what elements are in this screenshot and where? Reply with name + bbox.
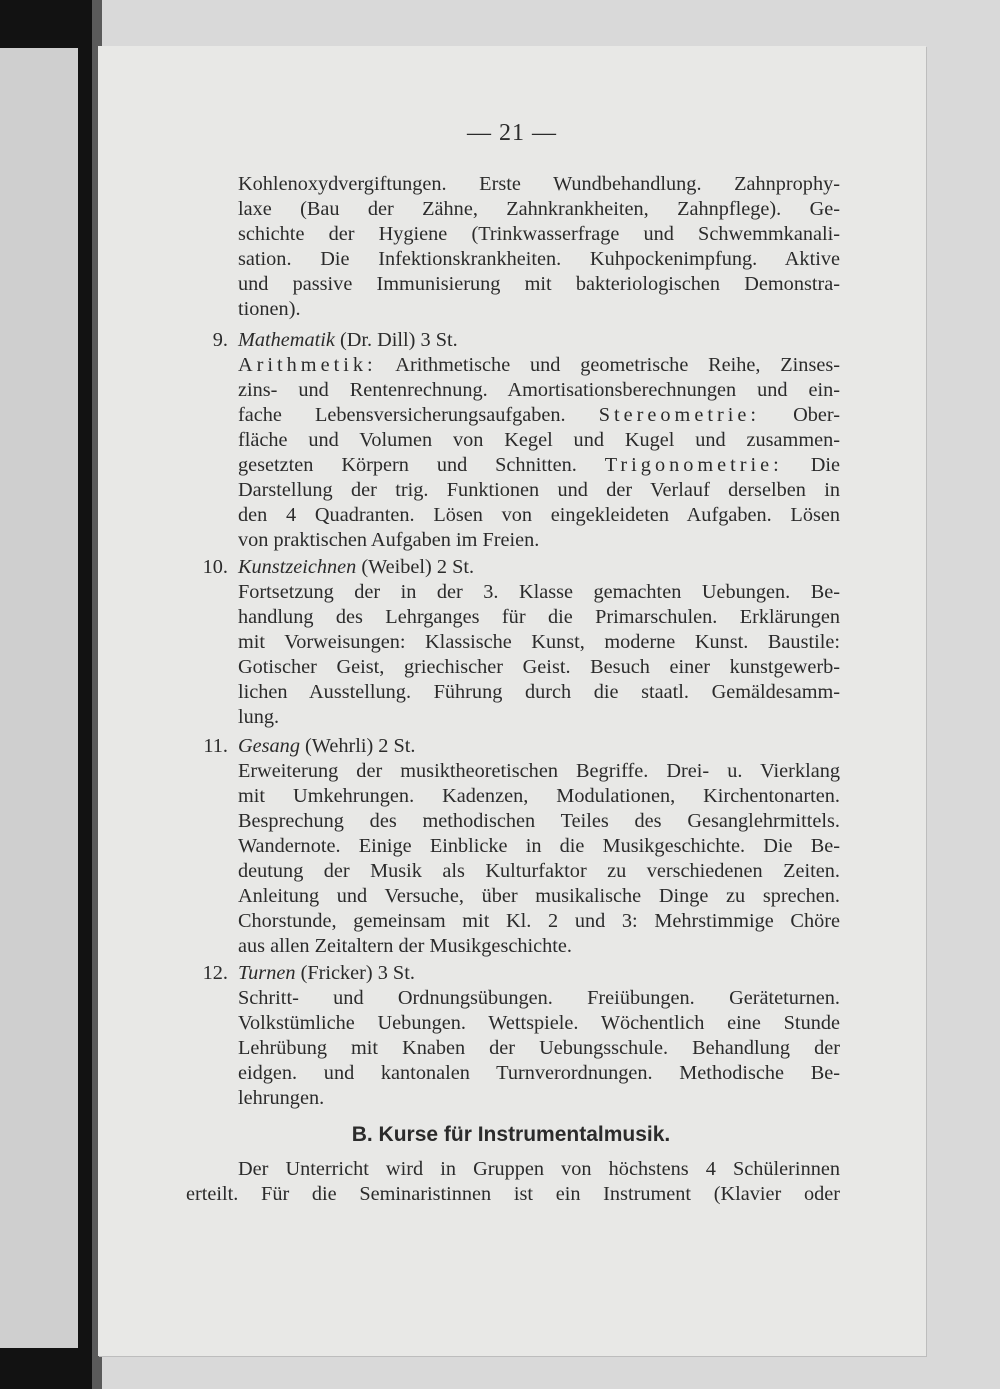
subject-details: (Dr. Dill) 3 St. bbox=[339, 329, 458, 351]
item-number: 10. bbox=[202, 556, 228, 578]
item-heading bbox=[238, 734, 840, 759]
text-line: gesetzten Körpern und Schnitten. Trigonometrie: Die bbox=[238, 454, 840, 476]
text-line: von praktischen Aufgaben im Freien. bbox=[238, 529, 540, 551]
left-page-edge bbox=[0, 48, 78, 1348]
text-line: aus allen Zeitaltern der Musikgeschichte. bbox=[238, 935, 572, 957]
text-line: den 4 Quadranten. Lösen von eingekleideten Aufgaben. Lösen bbox=[238, 504, 840, 526]
text-line: Der Unterricht wird in Gruppen von höchstens 4 Schülerinnen bbox=[238, 1158, 840, 1180]
item-number: 9. bbox=[212, 329, 228, 351]
book-page bbox=[98, 46, 926, 1356]
subject-details: (Weibel) 2 St. bbox=[361, 556, 475, 578]
text-line: handlung des Lehrganges für die Primarschulen. Erklärungen bbox=[238, 606, 840, 628]
text-line: fläche und Volumen von Kegel und Kugel und zusammen- bbox=[238, 429, 840, 451]
text-line: Besprechung des methodischen Teiles des Gesanglehrmittels. bbox=[238, 810, 840, 832]
text-line: lichen Ausstellung. Führung durch die staatl. Gemäldesamm- bbox=[238, 681, 840, 703]
text-line: schichte der Hygiene (Trinkwasserfrage und Schwemmkanali- bbox=[238, 223, 840, 245]
subject-name: Gesang bbox=[238, 735, 300, 757]
item-heading bbox=[238, 555, 840, 580]
text-line: Volkstümliche Uebungen. Wettspiele. Wöchentlich eine Stunde bbox=[238, 1012, 840, 1034]
text-line: und passive Immunisierung mit bakteriologischen Demonstra- bbox=[238, 273, 840, 295]
text-line: Arithmetik: Arithmetische und geometrische Reihe, Zinses- bbox=[238, 354, 840, 376]
section-heading: B. Kurse für Instrumentalmusik. bbox=[351, 1123, 671, 1146]
spaced-term: Stereometrie: bbox=[598, 404, 760, 426]
text-line: Anleitung und Versuche, über musikalische Dinge zu sprechen. bbox=[238, 885, 840, 907]
text-line: laxe (Bau der Zähne, Zahnkrankheiten, Zahnpflege). Ge- bbox=[238, 198, 840, 220]
text-line: deutung der Musik als Kulturfaktor zu verschiedenen Zeiten. bbox=[238, 860, 840, 882]
text-line: Wandernote. Einige Einblicke in die Musikgeschichte. Die Be- bbox=[238, 835, 840, 857]
text-line: Schritt- und Ordnungsübungen. Freiübungen. Geräteturnen. bbox=[238, 987, 840, 1009]
text-line: mit Vorweisungen: Klassische Kunst, moderne Kunst. Baustile: bbox=[238, 631, 840, 653]
text-line: Lehrübung mit Knaben der Uebungsschule. Behandlung der bbox=[238, 1037, 840, 1059]
text-line: lung. bbox=[238, 706, 280, 728]
text-line: zins- und Rentenrechnung. Amortisationsberechnungen und ein- bbox=[238, 379, 840, 401]
text-line: Gotischer Geist, griechischer Geist. Besuch einer kunstgewerb- bbox=[238, 656, 840, 678]
spaced-term: Trigonometrie: bbox=[604, 454, 783, 476]
text-line: Chorstunde, gemeinsam mit Kl. 2 und 3: Mehrstimmige Chöre bbox=[238, 910, 840, 932]
text-line: sation. Die Infektionskrankheiten. Kuhpockenimpfung. Aktive bbox=[238, 248, 840, 270]
page-number: — 21 — bbox=[467, 120, 557, 146]
text-line: lehrungen. bbox=[238, 1087, 325, 1109]
subject-name: Mathematik bbox=[238, 329, 335, 351]
subject-details: (Wehrli) 2 St. bbox=[305, 735, 416, 757]
item-heading bbox=[238, 328, 840, 353]
spaced-term: Arithmetik: bbox=[238, 354, 377, 376]
text-line: tionen). bbox=[238, 298, 301, 320]
text-line: Fortsetzung der in der 3. Klasse gemachten Uebungen. Be- bbox=[238, 581, 840, 603]
text-line: mit Umkehrungen. Kadenzen, Modulationen, Kirchentonarten. bbox=[238, 785, 840, 807]
text-line: fache Lebensversicherungsaufgaben. Stereometrie: Ober- bbox=[238, 404, 840, 426]
subject-name: Kunstzeichnen bbox=[238, 556, 357, 578]
text-line: erteilt. Für die Seminaristinnen ist ein Instrument (Klavier oder bbox=[186, 1183, 840, 1205]
item-heading bbox=[238, 961, 840, 986]
text-line: Erweiterung der musiktheoretischen Begriffe. Drei- u. Vierklang bbox=[238, 760, 840, 782]
item-number: 12. bbox=[202, 962, 228, 984]
text-line: Kohlenoxydvergiftungen. Erste Wundbehandlung. Zahnprophy- bbox=[238, 173, 840, 195]
subject-details: (Fricker) 3 St. bbox=[300, 962, 415, 984]
subject-name: Turnen bbox=[238, 962, 296, 984]
text-line: Darstellung der trig. Funktionen und der Verlauf derselben in bbox=[238, 479, 840, 501]
text-line: eidgen. und kantonalen Turnverordnungen. Methodische Be- bbox=[238, 1062, 840, 1084]
item-number: 11. bbox=[203, 735, 228, 757]
